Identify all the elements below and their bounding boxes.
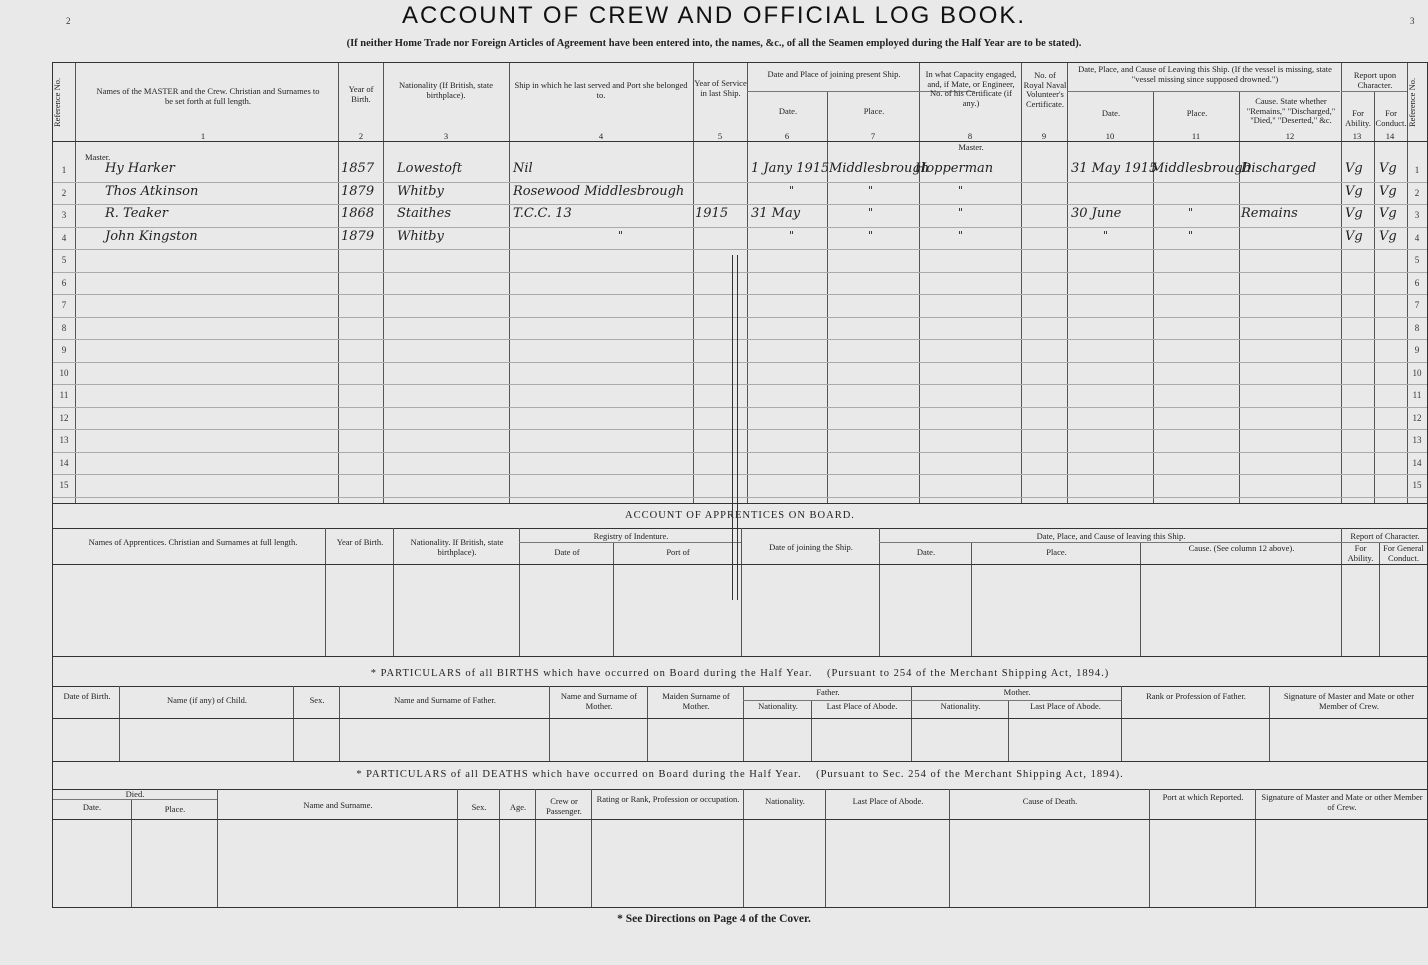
crew-conduct: Vg — [1379, 206, 1397, 221]
crew-capacity: " — [958, 206, 964, 219]
row-number-right: 4 — [1414, 232, 1420, 243]
column-number: 13 — [1352, 131, 1362, 141]
crew-leave-place: Middlesbrough — [1151, 161, 1252, 176]
row-number-left: 5 — [61, 255, 67, 265]
apprentices-section — [52, 502, 1428, 657]
report-header: Report upon Character. — [1353, 70, 1397, 90]
births-section — [52, 656, 1428, 762]
row-number-left: 3 — [61, 210, 67, 220]
ability-header: For Ability. — [1345, 108, 1371, 128]
apprentices-title: ACCOUNT OF APPRENTICES ON BOARD. — [625, 510, 855, 521]
crew-ability: Vg — [1345, 206, 1363, 221]
column-number: 11 — [1191, 131, 1201, 141]
crew-name: Thos Atkinson — [105, 183, 199, 199]
row-number-right: 1 — [1414, 165, 1420, 175]
crew-nationality: Staithes — [397, 206, 451, 221]
row-number-right: 13 — [1412, 435, 1422, 445]
row-number-left: 12 — [59, 412, 69, 423]
mother-nationality-header: Nationality. — [940, 701, 981, 711]
crew-join-date: " — [789, 228, 795, 242]
crew-conduct: Vg — [1379, 183, 1397, 199]
crew-capacity: Hopperman — [915, 161, 994, 176]
crew-leave-place: " — [1188, 206, 1194, 219]
deaths-title: * PARTICULARS of all DEATHS which have occurred on Board during the Half Year. — [356, 769, 802, 780]
conduct-header: For Conduct. — [1375, 108, 1407, 128]
apprentice-joining-header: Date of joining the Ship. — [769, 542, 853, 552]
deaths-signature-header: Signature of Master and Mate or other Member of Crew. — [1261, 792, 1423, 812]
row-rule — [53, 227, 1427, 228]
capacity-master-label: Master. — [958, 142, 984, 152]
row-number-left: 15 — [59, 480, 69, 490]
apprentice-cause-header: Cause. (See column 12 above). — [1188, 543, 1295, 553]
father-name-header: Name and Surname of Father. — [394, 695, 496, 705]
row-rule — [53, 384, 1427, 385]
row-number-right: 3 — [1414, 210, 1420, 220]
crew-ability: Vg — [1345, 228, 1363, 244]
deaths-act: (Pursuant to Sec. 254 of the Merchant Shipping Act, 1894). — [816, 769, 1124, 780]
row-number-left: 7 — [61, 300, 67, 310]
column-number: 8 — [967, 131, 973, 141]
row-number-right: 2 — [1414, 187, 1420, 198]
row-rule — [53, 452, 1427, 453]
row-number-left: 1 — [61, 165, 67, 175]
column-number: 1 — [200, 131, 206, 141]
crew-last-ship: Nil — [513, 161, 533, 176]
row-rule — [53, 317, 1427, 318]
page-subtitle: (If neither Home Trade nor Foreign Articles of Agreement have been entered into, the names, &c., of all the Seamen employed during the Half Year are to be stated). — [346, 38, 1082, 49]
apprentice-leave-date-header: Date. — [916, 547, 936, 557]
crew-year-service: 1915 — [695, 206, 729, 221]
apprentice-conduct-header: For General Conduct. — [1383, 543, 1424, 563]
crew-join-place: " — [868, 228, 874, 242]
row-rule — [53, 272, 1427, 273]
ref-no-header: Reference No. — [52, 77, 62, 127]
row-number-left: 11 — [59, 390, 69, 400]
child-name-header: Name (if any) of Child. — [166, 695, 248, 705]
row-rule — [53, 474, 1427, 475]
crew-conduct: Vg — [1379, 161, 1397, 176]
crew-conduct: Vg — [1379, 228, 1397, 244]
birth-date-header: Date of Birth. — [63, 691, 111, 701]
joining-group-header: Date and Place of joining present Ship. — [767, 69, 901, 79]
deceased-name-header: Name and Surname. — [303, 800, 373, 810]
births-title: * PARTICULARS of all BIRTHS which have occurred on Board during the Half Year. — [370, 668, 813, 679]
row-rule — [53, 407, 1427, 408]
father-nationality-header: Nationality. — [758, 701, 798, 711]
mother-name-header: Name and Surname of Mother. — [560, 691, 638, 711]
row-rule — [53, 429, 1427, 430]
births-signature-header: Signature of Master and Mate or other Member of Crew. — [1283, 691, 1415, 711]
column-number: 4 — [598, 131, 604, 141]
row-rule — [53, 249, 1427, 250]
row-number-right: 12 — [1412, 412, 1422, 423]
binding-fold — [732, 255, 738, 600]
deceased-abode-header: Last Place of Abode. — [852, 796, 924, 806]
apprentice-report-header: Report of Character. — [1350, 531, 1420, 541]
column-number: 14 — [1385, 131, 1395, 141]
crew-last-ship: T.C.C. 13 — [513, 206, 572, 221]
crew-leave-date: 30 June — [1071, 206, 1122, 221]
death-place-header: Place. — [164, 804, 186, 814]
row-number-left: 14 — [59, 457, 69, 468]
row-number-left: 6 — [61, 277, 67, 288]
deceased-nationality-header: Nationality. — [765, 796, 805, 806]
births-act: (Pursuant to 254 of the Merchant Shipping Act, 1894.) — [827, 668, 1110, 679]
crew-leave-date: 31 May 1915 — [1071, 161, 1158, 176]
apprentice-ability-header: For Ability. — [1347, 543, 1374, 563]
crew-join-date: 31 May — [751, 206, 801, 221]
row-number-left: 9 — [61, 345, 67, 355]
year-service-header: Year of Service in last Ship. — [694, 78, 747, 98]
row-number-right: 6 — [1414, 277, 1420, 288]
capacity-header: In what Capacity engaged, and, if Mate, or Engineer, No. of his Certificate (if any.) — [925, 69, 1017, 108]
crew-name: Hy Harker — [105, 161, 175, 176]
crew-join-place: Middlesbrough — [829, 161, 930, 176]
join-date-header: Date. — [778, 106, 798, 116]
row-number-right: 10 — [1412, 367, 1422, 378]
crew-nationality: Whitby — [397, 183, 444, 199]
crew-name: John Kingston — [105, 228, 198, 244]
cause-of-death-header: Cause of Death. — [1022, 796, 1078, 806]
row-number-left: 2 — [61, 187, 67, 198]
row-rule — [53, 182, 1427, 183]
crew-cause: Discharged — [1241, 161, 1317, 176]
child-sex-header: Sex. — [309, 695, 325, 705]
father-rank-header: Rank or Profession of Father. — [1146, 691, 1246, 701]
apprentice-names-header: Names of Apprentices. Christian and Surnames at full length. — [88, 537, 298, 547]
ref-no-header-right: Reference No. — [1407, 77, 1417, 127]
leave-date-header: Date. — [1101, 108, 1121, 118]
crew-leave-place: " — [1188, 228, 1194, 242]
crew-ability: Vg — [1345, 161, 1363, 176]
died-group-header: Died. — [125, 789, 145, 799]
page-number-right: 3 — [1410, 16, 1415, 26]
column-number: 2 — [358, 131, 364, 141]
apprentice-leave-place-header: Place. — [1046, 547, 1067, 557]
row-rule — [53, 294, 1427, 295]
row-number-right: 11 — [1412, 390, 1422, 400]
row-number-left: 10 — [59, 367, 69, 378]
rating-header: Rating or Rank, Profession or occupation. — [596, 794, 740, 804]
crew-join-place: " — [868, 183, 874, 197]
crew-nationality: Lowestoft — [397, 161, 463, 176]
crew-join-date: 1 Jany 1915 — [751, 161, 830, 176]
cause-header: Cause. State whether "Remains," "Discharged," "Died," "Deserted," &c. — [1246, 96, 1336, 125]
registry-date-header: Date of — [554, 547, 580, 557]
crew-name: R. Teaker — [105, 206, 168, 221]
column-number: 9 — [1041, 131, 1047, 141]
row-number-left: 8 — [61, 322, 67, 333]
crew-capacity: " — [958, 183, 964, 197]
page-number-left: 2 — [66, 16, 71, 26]
father-abode-header: Last Place of Abode. — [826, 701, 898, 711]
last-ship-header: Ship in which he last served and Port she belonged to. — [514, 80, 688, 100]
row-number-left: 13 — [59, 435, 69, 445]
crew-capacity: " — [958, 228, 964, 242]
page-title: ACCOUNT OF CREW AND OFFICIAL LOG BOOK. — [401, 2, 1027, 29]
deceased-age-header: Age. — [509, 802, 527, 812]
column-number: 3 — [443, 131, 449, 141]
apprentice-nationality-header: Nationality. If British, state birthplace). — [410, 537, 504, 557]
names-header: Names of the MASTER and the Crew. Christian and Surnames to be set forth at full length. — [96, 86, 320, 106]
apprentice-year-header: Year of Birth. — [336, 537, 384, 547]
column-number: 12 — [1285, 131, 1295, 141]
nationality-header: Nationality (If British, state birthplace). — [399, 80, 493, 100]
apprentice-leaving-header: Date, Place, and Cause of leaving this Ship. — [1036, 531, 1186, 541]
mother-maiden-header: Maiden Surname of Mother. — [662, 691, 730, 711]
deaths-title-line — [53, 769, 1427, 780]
registry-header: Registry of Indenture. — [593, 531, 669, 541]
row-rule — [53, 497, 1427, 498]
crew-nationality: Whitby — [397, 228, 444, 244]
registry-port-header: Port of — [666, 547, 690, 557]
row-number-right: 5 — [1414, 255, 1420, 265]
row-rule — [53, 339, 1427, 340]
column-number: 7 — [870, 131, 876, 141]
crew-last-ship: " — [618, 228, 624, 242]
death-date-header: Date. — [82, 802, 102, 812]
row-rule — [53, 204, 1427, 205]
crew-join-place: " — [868, 206, 874, 219]
mother-abode-header: Last Place of Abode. — [1030, 701, 1101, 711]
row-number-right: 15 — [1412, 480, 1422, 490]
deceased-sex-header: Sex. — [471, 802, 487, 812]
join-place-header: Place. — [863, 106, 885, 116]
crew-birth-year: 1868 — [341, 206, 375, 221]
mother-group-header: Mother. — [1003, 687, 1031, 697]
footer-note: * See Directions on Page 4 of the Cover. — [617, 913, 811, 925]
crew-birth-year: 1879 — [341, 183, 375, 199]
row-number-right: 9 — [1414, 345, 1420, 355]
row-rule — [53, 362, 1427, 363]
crew-birth-year: 1857 — [341, 161, 375, 176]
leave-place-header: Place. — [1186, 108, 1208, 118]
port-reported-header: Port at which Reported. — [1162, 792, 1244, 802]
deaths-section — [52, 761, 1428, 908]
year-of-birth-header: Year of Birth. — [348, 84, 374, 104]
crew-cause: Remains — [1241, 206, 1298, 221]
births-title-line — [53, 668, 1427, 679]
row-number-left: 4 — [61, 232, 67, 243]
crew-join-date: " — [789, 183, 795, 197]
rnv-header: No. of Royal Naval Volunteer's Certificate. — [1023, 70, 1067, 109]
row-number-right: 14 — [1412, 457, 1422, 468]
crew-birth-year: 1879 — [341, 228, 375, 244]
crew-leave-date: " — [1103, 228, 1109, 242]
master-label: Master. — [85, 152, 111, 162]
crew-last-ship: Rosewood Middlesbrough — [513, 183, 685, 199]
row-number-right: 7 — [1414, 300, 1420, 310]
row-number-right: 8 — [1414, 322, 1420, 333]
column-number: 5 — [717, 131, 723, 141]
leaving-group-header: Date, Place, and Cause of Leaving this Ship. (If the vessel is missing, state "vessel missing since supposed drowned.") — [1078, 64, 1332, 84]
crew-ability: Vg — [1345, 183, 1363, 199]
crew-table — [52, 62, 1428, 504]
crew-or-passenger-header: Crew or Passenger. — [546, 796, 582, 816]
column-number: 6 — [784, 131, 790, 141]
column-number: 10 — [1105, 131, 1115, 141]
father-group-header: Father. — [816, 687, 840, 697]
